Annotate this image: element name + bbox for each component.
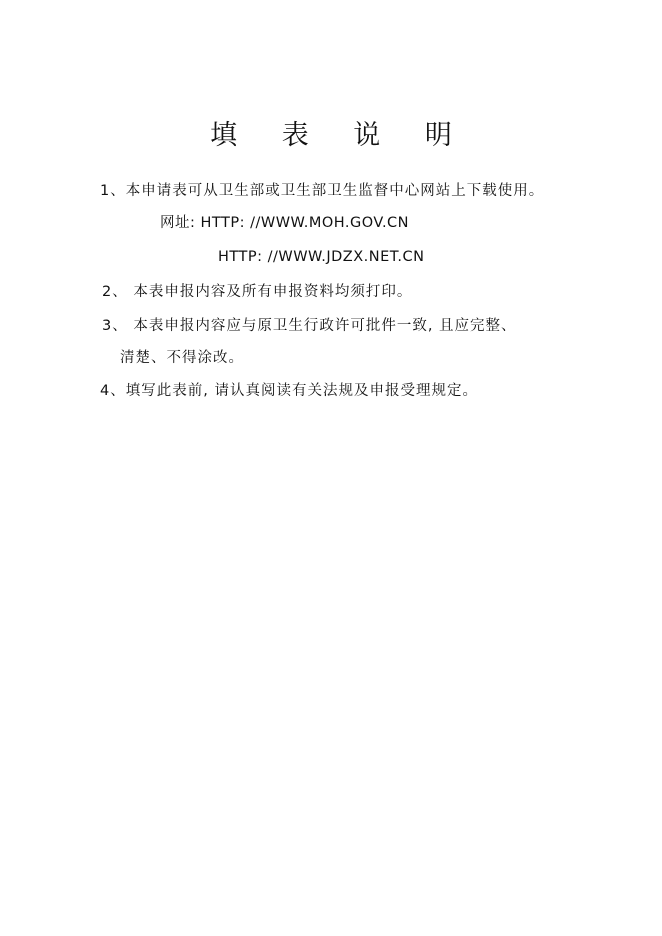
instruction-item-3: 3、 本表申报内容应与原卫生行政许可批件一致, 且应完整、 xyxy=(102,318,517,334)
instruction-item-3-continuation: 清楚、不得涂改。 xyxy=(120,350,244,366)
instruction-item-2: 2、 本表申报内容及所有申报资料均须打印。 xyxy=(102,284,413,300)
page-title: 填 表 说 明 xyxy=(210,120,470,151)
website-url-1: 网址: HTTP: //WWW.MOH.GOV.CN xyxy=(160,215,410,231)
instruction-item-1: 1、本申请表可从卫生部或卫生部卫生监督中心网站上下载使用。 xyxy=(100,183,545,199)
instruction-item-4: 4、填写此表前, 请认真阅读有关法规及申报受理规定。 xyxy=(100,383,478,399)
website-url-2: HTTP: //WWW.JDZX.NET.CN xyxy=(218,249,425,265)
